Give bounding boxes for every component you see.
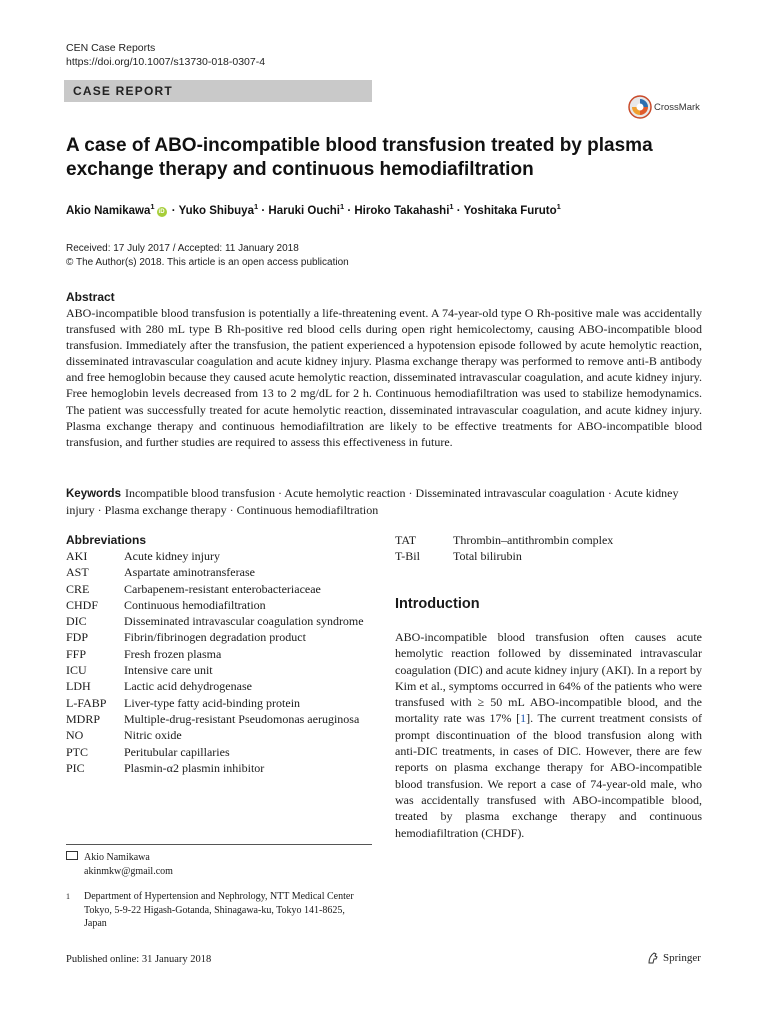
abbreviation-row bbox=[395, 548, 705, 564]
abbreviations-list-left bbox=[66, 548, 366, 776]
abbr-term: CHDF bbox=[66, 597, 99, 612]
article-dates bbox=[66, 242, 349, 269]
abbr-term: MDRP bbox=[66, 711, 101, 726]
abbr-definition: Fibrin/fibrinogen degradation product bbox=[124, 630, 306, 645]
footnote-divider bbox=[66, 844, 372, 845]
abbreviation-row bbox=[66, 760, 366, 776]
abbreviation-row bbox=[66, 597, 366, 613]
affiliation-number: 1 bbox=[66, 892, 70, 901]
abbr-definition: Lactic acid dehydrogenase bbox=[124, 679, 252, 694]
abbr-definition: Peritubular capillaries bbox=[124, 744, 230, 759]
citation-link[interactable]: 1 bbox=[520, 711, 527, 726]
journal-header bbox=[66, 41, 265, 69]
abbr-definition: Nitric oxide bbox=[124, 728, 182, 743]
abbreviation-row bbox=[66, 564, 366, 580]
doi-link[interactable]: https://doi.org/10.1007/s13730-018-0307-4 bbox=[66, 56, 266, 68]
author-name[interactable]: Hiroko Takahashi bbox=[354, 204, 450, 217]
author-list: Akio Namikawa$^1$iD · Yuko Shibuya$^1$ · Haruki Ouchi$^1$ · Hiroko Takahashi$^1$ · Yoshitaka Furuto$^1$ bbox=[66, 202, 561, 217]
crossmark-label: CrossMark bbox=[654, 101, 700, 113]
introduction-text bbox=[395, 629, 702, 841]
abbr-term: PTC bbox=[66, 744, 89, 759]
abbr-definition: Intensive care unit bbox=[124, 663, 213, 678]
abbr-definition: Continuous hemodiafiltration bbox=[124, 597, 266, 612]
abbr-definition: Carbapenem-resistant enterobacteriaceae bbox=[124, 581, 321, 596]
contact-email[interactable]: akinmkw@gmail.com bbox=[84, 865, 173, 877]
abbreviation-row bbox=[395, 532, 705, 548]
abbr-definition: Multiple-drug-resistant Pseudomonas aeruginosa bbox=[124, 711, 360, 726]
abbr-definition: Disseminated intravascular coagulation syndrome bbox=[124, 614, 364, 629]
author-affil-sup: 1 bbox=[449, 202, 454, 211]
affiliation bbox=[66, 890, 366, 931]
abbr-term: CRE bbox=[66, 581, 90, 596]
abbreviation-row bbox=[66, 646, 366, 662]
abbr-term: AKI bbox=[66, 549, 88, 563]
abbr-term: DIC bbox=[66, 614, 87, 629]
abbr-definition: Thrombin–antithrombin complex bbox=[453, 533, 614, 547]
abbreviation-row bbox=[66, 629, 366, 645]
abbr-definition: Acute kidney injury bbox=[124, 549, 220, 563]
abbreviation-row bbox=[66, 581, 366, 597]
keywords-label: Keywords bbox=[66, 488, 121, 500]
keywords bbox=[66, 485, 702, 518]
abbreviation-row bbox=[66, 662, 366, 678]
abbr-term: T-Bil bbox=[395, 549, 420, 564]
article-title: A case of ABO-incompatible blood transfusion treated by plasma exchange therapy and continuous hemodiafiltration bbox=[66, 135, 653, 180]
abbr-definition: Plasmin-α2 plasmin inhibitor bbox=[124, 760, 265, 775]
published-date: Published online: 31 January 2018 bbox=[66, 954, 212, 965]
contact-name: Akio Namikawa bbox=[84, 852, 150, 863]
author-name[interactable]: Yoshitaka Furuto bbox=[463, 204, 557, 217]
crossmark-icon bbox=[628, 95, 652, 119]
affiliation-text: Department of Hypertension and Nephrology, NTT Medical Center Tokyo, 5-9-22 Higash-Gotanda, Shinagawa-ku, Tokyo 141-8625, Japan bbox=[84, 891, 354, 929]
abbr-term: TAT bbox=[395, 533, 417, 547]
crossmark-badge[interactable] bbox=[628, 94, 704, 120]
publisher-name: Springer bbox=[663, 952, 701, 964]
abbr-definition: Fresh frozen plasma bbox=[124, 646, 222, 661]
author-affil-sup: 1 bbox=[253, 202, 259, 211]
abbreviations-list-right bbox=[395, 532, 705, 565]
copyright-line: © The Author(s) 2018. This article is an open access publication bbox=[66, 256, 349, 268]
publisher-logo bbox=[646, 951, 701, 965]
abbr-definition: Aspartate aminotransferase bbox=[124, 565, 255, 580]
author-name[interactable]: Haruki Ouchi bbox=[268, 204, 340, 217]
intro-text-part: ABO-incompatible blood transfusion often causes acute hemolytic reaction followed by disseminated intravascular coagulation (DIC) and acute kidney injury (AKI). In a report by Kim et al., symptoms occurred in 64% of the patients who were transfused with ≥ 50 mL ABO-incompatible blood, and the mortality rate was 17% [ bbox=[395, 630, 702, 726]
envelope-icon bbox=[66, 851, 78, 860]
author-affil-sup: 1 bbox=[556, 202, 561, 211]
abbreviation-row bbox=[66, 695, 366, 711]
abbr-term: PIC bbox=[66, 760, 85, 775]
abbr-term: FDP bbox=[66, 630, 89, 645]
abbr-term: AST bbox=[66, 565, 89, 580]
introduction-heading: Introduction bbox=[395, 596, 480, 612]
abbreviations-heading: Abbreviations bbox=[66, 533, 147, 547]
author-affil-sup: 1 bbox=[339, 202, 345, 211]
abbreviation-row bbox=[66, 744, 366, 760]
article-type-bar bbox=[64, 80, 372, 102]
abbr-term: NO bbox=[66, 728, 84, 743]
abbreviation-row bbox=[66, 548, 366, 564]
abbr-term: FFP bbox=[66, 646, 87, 661]
abbreviation-row bbox=[66, 711, 366, 727]
corresponding-author bbox=[66, 851, 173, 878]
author-name[interactable]: Akio Namikawa bbox=[66, 204, 151, 217]
abbreviation-row bbox=[66, 678, 366, 694]
abbr-term: LDH bbox=[66, 679, 91, 694]
abbr-term: L-FABP bbox=[66, 695, 107, 710]
abbr-definition: Total bilirubin bbox=[453, 549, 522, 564]
abstract-text: ABO-incompatible blood transfusion is potentially a life-threatening event. A 74-year-old type O Rh-positive male was accidentally transfused with 280 mL type B Rh-positive red blood cells during open right hemicolectomy, causing ABO-incompatible blood transfusion. Immediately after the transfusion, the patient experienced a hypotension episode followed by acute hemolytic reaction, disseminated intravascular coagulation and acute kidney injury. Plasma exchange therapy was performed to remove anti-B antibody and free hemoglobin because they caused acute hemolytic reaction, disseminated intravascular coagulation, and acute kidney injury. Free hemoglobin levels decreased from 13 to 2 mg/dL for 2 h. Continuous hemodiafiltration was used to stabilize hemodynamics. The patient was successfully treated for acute hemolytic reaction, disseminated intravascular coagulation, and acute kidney injury. Plasma exchange therapy and continuous hemodiafiltration are likely to be effective treatments for ABO-incompatible blood transfusion, and further studies are required to assess this effectiveness in future. bbox=[66, 306, 702, 449]
intro-text-part: ]. The current treatment consists of prompt discontinuation of the blood transfusion along with anti-DIC treatments, in cases of DIC. However, there are few reports on plasma exchange therapy for ABO-incompatible blood transfusion. We report a case of 74-year-old male, who was accidentally transfused with ABO-incompatible blood, treated by plasma exchange therapy and continuous hemodiafiltration (CHDF). bbox=[395, 711, 702, 840]
abbreviation-row bbox=[66, 613, 366, 629]
orcid-icon[interactable]: iD bbox=[158, 208, 165, 215]
abstract-heading: Abstract bbox=[66, 290, 115, 304]
springer-horse-icon bbox=[646, 951, 660, 965]
received-accepted: Received: 17 July 2017 / Accepted: 11 January 2018 bbox=[66, 243, 299, 254]
abbr-term: ICU bbox=[66, 663, 87, 678]
abbr-definition: Liver-type fatty acid-binding protein bbox=[124, 695, 301, 710]
keywords-text: Incompatible blood transfusion · Acute hemolytic reaction · Disseminated intravascular coagulation · Acute kidney injury · Plasma exchange therapy · Continuous hemodiafiltration bbox=[66, 486, 679, 517]
author-name[interactable]: Yuko Shibuya bbox=[178, 204, 254, 217]
author-affil-sup: 1 bbox=[150, 202, 155, 211]
article-type: CASE REPORT bbox=[73, 84, 173, 98]
abbreviation-row bbox=[66, 727, 366, 743]
journal-name: CEN Case Reports bbox=[66, 42, 156, 54]
